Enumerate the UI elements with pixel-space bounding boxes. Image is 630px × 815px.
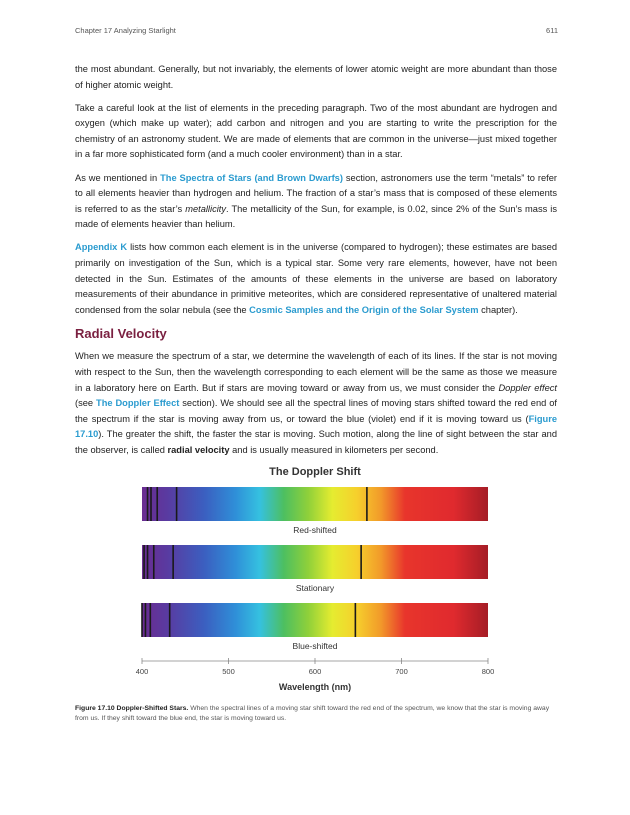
paragraph-text: Take a careful look at the list of elements in the preceding paragraph. Two of the most abundant are hydrogen and oxygen (which make up water); add carbon and nitrogen and you are starting to write the prescription for the chemistry of an astronomy student. We are made of elements that are common in the universe—just mixed together in a far more sophisticated form (and a much cooler environment) than in a star.: [75, 102, 557, 160]
x-tick-label: 500: [222, 667, 235, 676]
link-spectra-of-stars[interactable]: The Spectra of Stars (and Brown Dwarfs): [160, 172, 343, 183]
term-radial-velocity: radial velocity: [167, 444, 230, 455]
section-heading: Radial Velocity: [75, 326, 167, 342]
main-content: [75, 62, 557, 466]
emphasis-metallicity: metallicity: [185, 203, 227, 214]
x-tick-label: 800: [481, 667, 495, 676]
x-axis-label: Wavelength (nm): [278, 682, 352, 692]
caption-label: Figure 17.10 Doppler-Shifted Stars.: [75, 705, 189, 712]
x-tick-label: 600: [308, 667, 322, 676]
chapter-title: Chapter 17 Analyzing Starlight: [75, 26, 176, 35]
paragraph: [75, 101, 557, 163]
paragraph-text: As we mentioned in: [75, 172, 161, 183]
spectrum-label: Blue-shifted: [292, 641, 338, 651]
figure-caption: [75, 704, 557, 723]
paragraph-text: section, astronomers use the term “metals” to refer to all elements heavier than hydrogen and helium. The fraction of a star’s mass that is composed of these elements is referred to as the star’s: [75, 172, 558, 214]
link-figure-17-10[interactable]: Figure 17.10: [75, 413, 557, 440]
doppler-shift-diagram: [105, 460, 525, 696]
page-header: [75, 26, 558, 38]
x-tick-label: 400: [135, 667, 149, 676]
caption-text: When the spectral lines of a moving star shift toward the red end of the spectrum, we know that the star is moving away from us. If they shift toward the blue end, the star is moving toward us.: [75, 705, 550, 722]
emphasis-doppler-effect: Doppler effect: [498, 382, 557, 393]
paragraph-text: and is usually measured in kilometers per second.: [229, 444, 439, 455]
paragraph-text: chapter).: [478, 304, 518, 315]
paragraph: [75, 171, 557, 233]
paragraph-text: section). We should see all the spectral lines of moving stars shifted toward the red end of the spectrum if the star is moving away from us, or toward the blue (violet) end if it is moving toward us (: [75, 398, 557, 424]
spectrum-band-blue-shifted: [142, 603, 488, 637]
x-tick-label: 700: [395, 667, 408, 676]
paragraph: [75, 349, 557, 458]
spectrum-label: Red-shifted: [293, 525, 337, 535]
page-number: 611: [546, 26, 558, 35]
link-doppler-effect[interactable]: The Doppler Effect: [96, 398, 180, 409]
paragraph-text: the most abundant. Generally, but not invariably, the elements of lower atomic weight are more abundant than those of higher atomic weight.: [75, 64, 557, 90]
paragraph-text: ). The greater the shift, the faster the star is moving. Such motion, along the line of sight between the star and the observer, is called: [75, 429, 557, 455]
link-appendix-k[interactable]: Appendix K: [75, 242, 128, 253]
link-cosmic-samples[interactable]: Cosmic Samples and the Origin of the Solar System: [249, 304, 479, 315]
spectrum-band-red-shifted: [142, 487, 488, 521]
spectrum-label: Stationary: [295, 583, 335, 593]
figure-title: The Doppler Shift: [269, 466, 361, 478]
paragraph-text: When we measure the spectrum of a star, we determine the wavelength of each of its lines. If the star is not moving with respect to the Sun, then the wavelength corresponding to each element will be the same as those we measure in a laboratory here on Earth. But if stars are moving toward or away from us, we must consider the: [75, 351, 557, 393]
paragraph-text: . The metallicity of the Sun, for example, is 0.02, since 2% of the Sun’s mass is made of elements heavier than helium.: [75, 203, 557, 230]
paragraph: [75, 62, 557, 93]
paragraph-text: lists how common each element is in the universe (compared to hydrogen); these estimates are based primarily on investigation of the Sun, which is a typical star. Some very rare elements, however, have not been detected in the Sun. Estimates of the amounts of these elements in the universe are based on laboratory measurements of their abundance in primitive meteorites, which are considered representative of unaltered material condensed from the solar nebula (see the: [75, 242, 557, 315]
paragraph-text: (see: [75, 398, 97, 409]
doppler-shift-figure: [105, 460, 525, 696]
paragraph: [75, 240, 557, 318]
spectrum-band-stationary: [142, 545, 488, 579]
